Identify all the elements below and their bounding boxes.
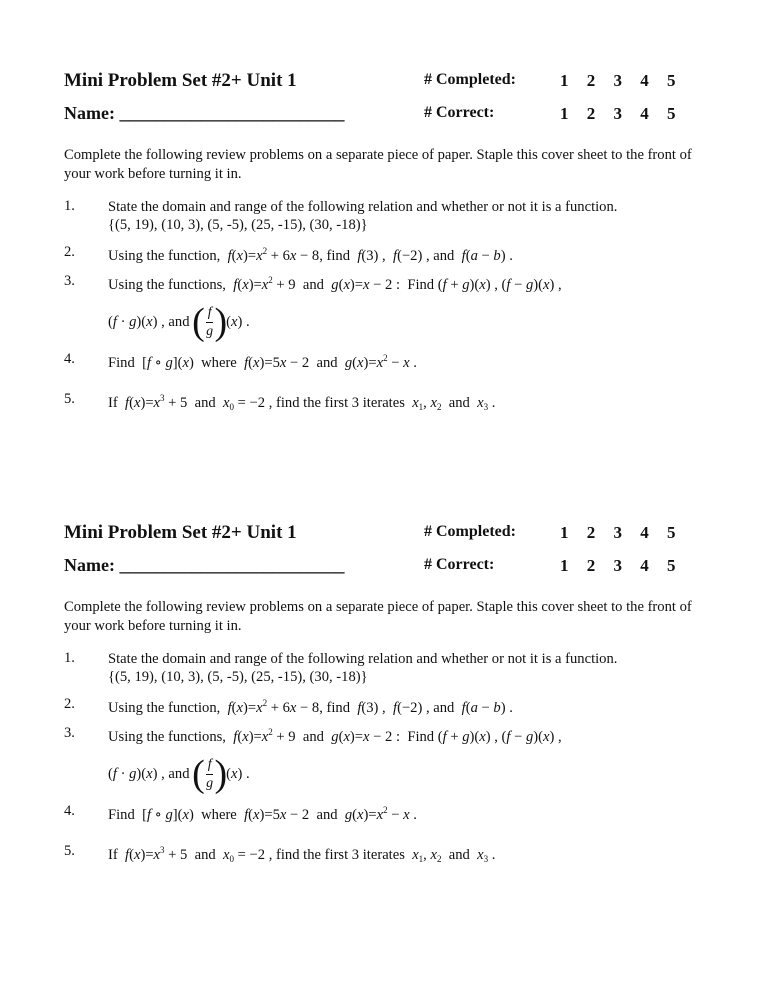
problem-text: Find [f ∘ g](x) where f(x)=5x − 2 and $g(x)=x^2 - x$ . bbox=[108, 353, 417, 371]
problem-number: 3. bbox=[64, 725, 75, 741]
problem-number: 2. bbox=[64, 244, 75, 260]
problem-number: 1. bbox=[64, 198, 75, 214]
problem-text: If $f(x)=x^3 + 5$ and $x_0 = -2$ , find the first 3 iterates $x_1$, $x_2$ and $x_3$ . bbox=[108, 393, 496, 412]
problem-text: Using the functions, $f(x)=x^2 + 9$ and g(x)=x − 2 : Find (f + g)(x) , (f − g)(x) , (f · g)(x) , and ( f g ) (x) . bbox=[108, 727, 562, 795]
completed-label: # Completed: bbox=[424, 523, 516, 540]
name-field: Name: _________________________ bbox=[64, 555, 345, 575]
problem-sheet bbox=[0, 452, 768, 892]
problem-text: State the domain and range of the following relation and whether or not it is a function. {(5, 19), (10, 3), (5, -5), (25, -15), (30, -18)} bbox=[108, 199, 618, 233]
completed-label: # Completed: bbox=[424, 71, 516, 88]
correct-label: # Correct: bbox=[424, 104, 495, 121]
problem-number: 1. bbox=[64, 650, 75, 666]
correct-scale: 1 2 3 4 5 bbox=[560, 104, 676, 123]
problem-number: 2. bbox=[64, 696, 75, 712]
problem-text: Using the function, $f(x)=x^2 + 6x - 8$, find f(3) , f(−2) , and f(a − b) . bbox=[108, 246, 513, 264]
problem-number: 4. bbox=[64, 803, 75, 819]
problem-number: 4. bbox=[64, 351, 75, 367]
instructions: Complete the following review problems on a separate piece of paper. Staple this cover sheet to the front of your work before turning it in. bbox=[64, 599, 692, 634]
name-field: Name: _________________________ bbox=[64, 103, 345, 123]
problem-text: Find [f ∘ g](x) where f(x)=5x − 2 and $g(x)=x^2 - x$ . bbox=[108, 805, 417, 823]
problem-number: 5. bbox=[64, 843, 75, 859]
sheet-title: Mini Problem Set #2+ Unit 1 bbox=[64, 70, 297, 91]
correct-label: # Correct: bbox=[424, 556, 495, 573]
completed-scale: 1 2 3 4 5 bbox=[560, 71, 676, 90]
problem-number: 3. bbox=[64, 273, 75, 289]
completed-scale: 1 2 3 4 5 bbox=[560, 523, 676, 542]
problem-number: 5. bbox=[64, 391, 75, 407]
problem-sheet bbox=[0, 0, 768, 440]
correct-scale: 1 2 3 4 5 bbox=[560, 556, 676, 575]
problem-text: Using the functions, $f(x)=x^2 + 9$ and g(x)=x − 2 : Find (f + g)(x) , (f − g)(x) , (f · g)(x) , and ( f g ) (x) . bbox=[108, 275, 562, 343]
problem-text: Using the function, $f(x)=x^2 + 6x - 8$, find f(3) , f(−2) , and f(a − b) . bbox=[108, 698, 513, 716]
problem-text: If $f(x)=x^3 + 5$ and $x_0 = -2$ , find the first 3 iterates $x_1$, $x_2$ and $x_3$ . bbox=[108, 845, 496, 864]
problem-text: State the domain and range of the following relation and whether or not it is a function. {(5, 19), (10, 3), (5, -5), (25, -15), (30, -18)} bbox=[108, 651, 618, 685]
sheet-title: Mini Problem Set #2+ Unit 1 bbox=[64, 522, 297, 543]
instructions: Complete the following review problems on a separate piece of paper. Staple this cover sheet to the front of your work before turning it in. bbox=[64, 147, 692, 182]
